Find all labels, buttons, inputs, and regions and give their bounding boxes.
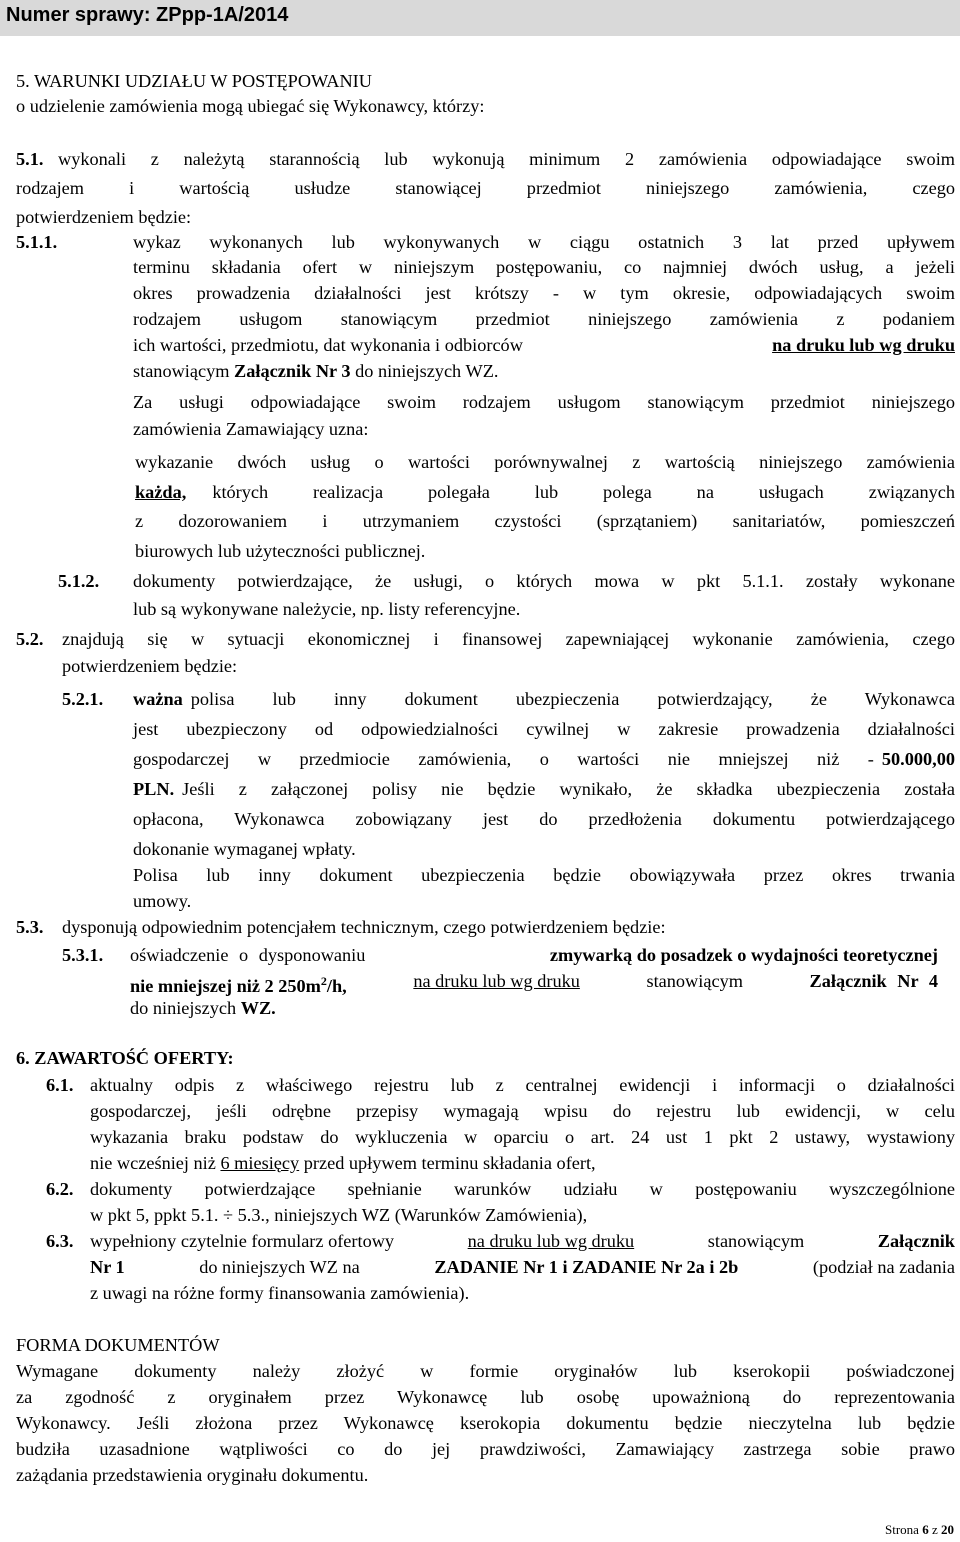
time-limit: 6 miesięcy: [220, 1153, 300, 1173]
superscript: 2: [320, 974, 327, 988]
point-5-3-1-number: 5.3.1.: [62, 945, 104, 965]
attachment-reference: Załącznik Nr 4: [809, 971, 938, 991]
equipment-requirement: zmywarką do posadzek o wydajności teoretycznej: [549, 945, 938, 965]
currency: PLN.: [133, 779, 175, 799]
point-6-2-line: dokumenty potwierdzające spełnianie warunków udziału w postępowaniu wyszczególnione: [90, 1179, 955, 1199]
capacity-unit: /h,: [326, 976, 347, 997]
form-reference: na druku lub wg druku: [772, 335, 955, 355]
point-5-2-1-line: Polisa lub inny dokument ubezpieczenia będzie obowiązywała przez okres trwania: [133, 865, 955, 885]
point-5-1-1-line: wykaz wykonanych lub wykonywanych w ciągu ostatnich 3 lat przed upływem: [133, 232, 955, 252]
point-6-3-line: [90, 1230, 955, 1252]
point-5-1-line: potwierdzeniem będzie:: [16, 207, 192, 227]
line-text: nie wcześniej niż: [90, 1153, 216, 1173]
line-text: których realizacja polegała lub polega na usługach związanych: [212, 482, 955, 502]
line-text: do niniejszych WZ na: [199, 1257, 360, 1277]
page-header: [0, 0, 960, 36]
form-reference: na druku lub wg druku: [413, 971, 580, 991]
point-5-2-line: znajdują się w sytuacji ekonomicznej i finansowej zapewniającej wykonanie zamówienia, czego: [62, 629, 955, 649]
forma-line: Wykonawcy. Jeśli złożona przez Wykonawcę kserokopia dokumentu będzie nieczytelna lub będzie: [16, 1413, 955, 1433]
paragraph-za-uslugi: zamówienia Zamawiający uzna:: [133, 419, 369, 439]
point-5-3-1-line: [130, 997, 276, 1019]
point-5-1-1-line: okres prowadzenia działalności jest krótszy - w tym okresie, odpowiadających swoim: [133, 283, 955, 303]
point-5-1-1-line: [133, 360, 498, 382]
point-6-2-line: w pkt 5, ppkt 5.1. ÷ 5.3., niniejszych WZ (Warunków Zamówienia),: [90, 1205, 588, 1225]
line-text: oświadczenie o dysponowaniu: [130, 945, 366, 965]
point-6-1-line: aktualny odpis z właściwego rejestru lub z centralnej ewidencji i informacji o działalności: [90, 1075, 955, 1095]
point-5-1-1-line: rodzajem usługom stanowiącym przedmiot niniejszego zamówienia z podaniem: [133, 309, 955, 329]
paragraph-za-uslugi: Za usługi odpowiadające swoim rodzajem usługom stanowiącym przedmiot niniejszego: [133, 392, 955, 412]
point-6-3-line: z uwagi na różne formy finansowania zamówienia).: [90, 1283, 470, 1303]
point-5-1-line: rodzajem i wartością usłudze stanowiącej przedmiot niniejszego zamówienia, czego: [16, 178, 955, 198]
point-6-1-line: [90, 1152, 596, 1174]
section-6-heading: 6. ZAWARTOŚĆ OFERTY:: [16, 1048, 234, 1068]
line-text: gospodarczej w przedmiocie zamówienia, o wartości nie mniejszej niż -: [133, 749, 874, 769]
point-5-1-line: wykonali z należytą starannością lub wykonują minimum 2 zamówienia odpowiadające swoim: [58, 149, 955, 169]
line-text: stanowiącym: [133, 361, 230, 381]
forma-line: Wymagane dokumenty należy złożyć w formie oryginałów lub kserokopii poświadczonej: [16, 1361, 955, 1381]
page-number: [885, 1522, 954, 1538]
line-text: stanowiącym: [646, 971, 743, 991]
point-6-3-number: 6.3.: [46, 1231, 74, 1251]
line-text: (podział na zadania: [812, 1257, 955, 1277]
forma-heading: FORMA DOKUMENTÓW: [16, 1335, 220, 1355]
document-reference: WZ.: [240, 998, 276, 1018]
point-5-2-1-line: opłacona, Wykonawca zobowiązany jest do przedłożenia dokumentu potwierdzającego: [133, 809, 955, 829]
point-5-2-line: potwierdzeniem będzie:: [62, 656, 238, 676]
insurance-amount: 50.000,00: [881, 749, 955, 769]
forma-line: zażądania przedstawienia oryginału dokumentu.: [16, 1465, 369, 1485]
current-page: 6: [922, 1522, 929, 1537]
point-6-2-number: 6.2.: [46, 1179, 74, 1199]
point-5-1-1-number: 5.1.1.: [16, 232, 58, 252]
total-pages: 20: [941, 1522, 954, 1537]
point-5-1-1-line: terminu składania ofert w niniejszym postępowaniu, co najmniej dwóch usług, a jeżeli: [133, 257, 955, 277]
section-5-intro: o udzielenie zamówienia mogą ubiegać się Wykonawcy, którzy:: [16, 96, 485, 116]
point-5-1-1-line: [133, 334, 955, 356]
requirement-line: biurowych lub użyteczności publicznej.: [135, 541, 426, 561]
point-5-1-1-text: ich wartości, przedmiotu, dat wykonania i odbiorców: [133, 335, 523, 355]
point-5-2-1-line: [133, 778, 955, 800]
page-label: Strona: [885, 1522, 919, 1537]
point-5-1-2-number: 5.1.2.: [58, 571, 100, 591]
section-5-heading: 5. WARUNKI UDZIAŁU W POSTĘPOWANIU: [16, 71, 372, 91]
attachment-reference: Załącznik: [877, 1231, 955, 1251]
attachment-number: Nr 1: [90, 1257, 125, 1277]
point-5-1-2-line: lub są wykonywane należycie, np. listy referencyjne.: [133, 599, 521, 619]
point-6-1-line: wykazania braku podstaw do wykluczenia w oparciu o art. 24 ust 1 pkt 2 ustawy, wystawiony: [90, 1127, 955, 1147]
capacity-requirement: [130, 970, 347, 997]
point-5-2-1-line: dokonanie wymaganej wpłaty.: [133, 839, 356, 859]
point-5-3-1-line: [130, 944, 938, 966]
requirement-line: wykazanie dwóch usług o wartości porównywalnej z wartością niniejszego zamówienia: [135, 452, 955, 472]
point-5-2-1-line: jest ubezpieczony od odpowiedzialności cywilnej w zakresie prowadzenia działalności: [133, 719, 955, 739]
point-5-1-2-line: dokumenty potwierdzające, że usługi, o których mowa w pkt 5.1.1. zostały wykonane: [133, 571, 955, 591]
line-text: wypełniony czytelnie formularz ofertowy: [90, 1231, 395, 1251]
point-5-3-number: 5.3.: [16, 917, 44, 937]
requirement-line: [135, 481, 955, 503]
line-text: stanowiącym: [707, 1231, 805, 1251]
emphasis-wazna: ważna: [133, 689, 183, 709]
point-6-1-number: 6.1.: [46, 1075, 74, 1095]
capacity-value: nie mniejszej niż 2 250m: [130, 976, 321, 997]
line-text: do niniejszych: [130, 998, 237, 1018]
line-text: Jeśli z załączonej polisy nie będzie wynikało, że składka ubezpieczenia została: [182, 779, 955, 799]
requirement-line: z dozorowaniem i utrzymaniem czystości (sprzątaniem) sanitariatów, pomieszczeń: [135, 511, 955, 531]
emphasis-kazda: każda,: [135, 482, 187, 502]
case-number: Numer sprawy: ZPpp-1A/2014: [6, 4, 289, 26]
task-reference: ZADANIE Nr 1 i ZADANIE Nr 2a i 2b: [434, 1257, 739, 1277]
point-5-2-1-number: 5.2.1.: [62, 689, 104, 709]
point-5-2-number: 5.2.: [16, 629, 44, 649]
forma-line: za zgodność z oryginałem przez Wykonawcę lub osobę upoważnioną do reprezentowania: [16, 1387, 955, 1407]
point-5-2-1-line: [133, 748, 955, 770]
point-5-1-number: 5.1.: [16, 149, 44, 169]
line-text: do niniejszych WZ.: [355, 361, 499, 381]
form-reference: na druku lub wg druku: [467, 1231, 635, 1251]
point-6-1-line: gospodarczej, jeśli odrębne przepisy wymagają wpisu do rejestru lub ewidencji, w celu: [90, 1101, 955, 1121]
point-5-2-1-line: [133, 688, 955, 710]
point-5-3-1-line: [130, 970, 938, 997]
point-5-3-line: dysponują odpowiednim potencjałem technicznym, czego potwierdzeniem będzie:: [62, 917, 666, 937]
point-5-2-1-line: umowy.: [133, 891, 192, 911]
page-separator: z: [931, 1522, 938, 1537]
point-6-3-line: [90, 1256, 955, 1278]
line-text: przed upływem terminu składania ofert,: [303, 1153, 596, 1173]
attachment-reference: Załącznik Nr 3: [234, 361, 351, 381]
forma-line: budziła uzasadnione wątpliwości co do jej prawdziwości, Zamawiający zastrzega sobie prawo: [16, 1439, 955, 1459]
line-text: polisa lub inny dokument ubezpieczenia potwierdzający, że Wykonawca: [190, 689, 955, 709]
